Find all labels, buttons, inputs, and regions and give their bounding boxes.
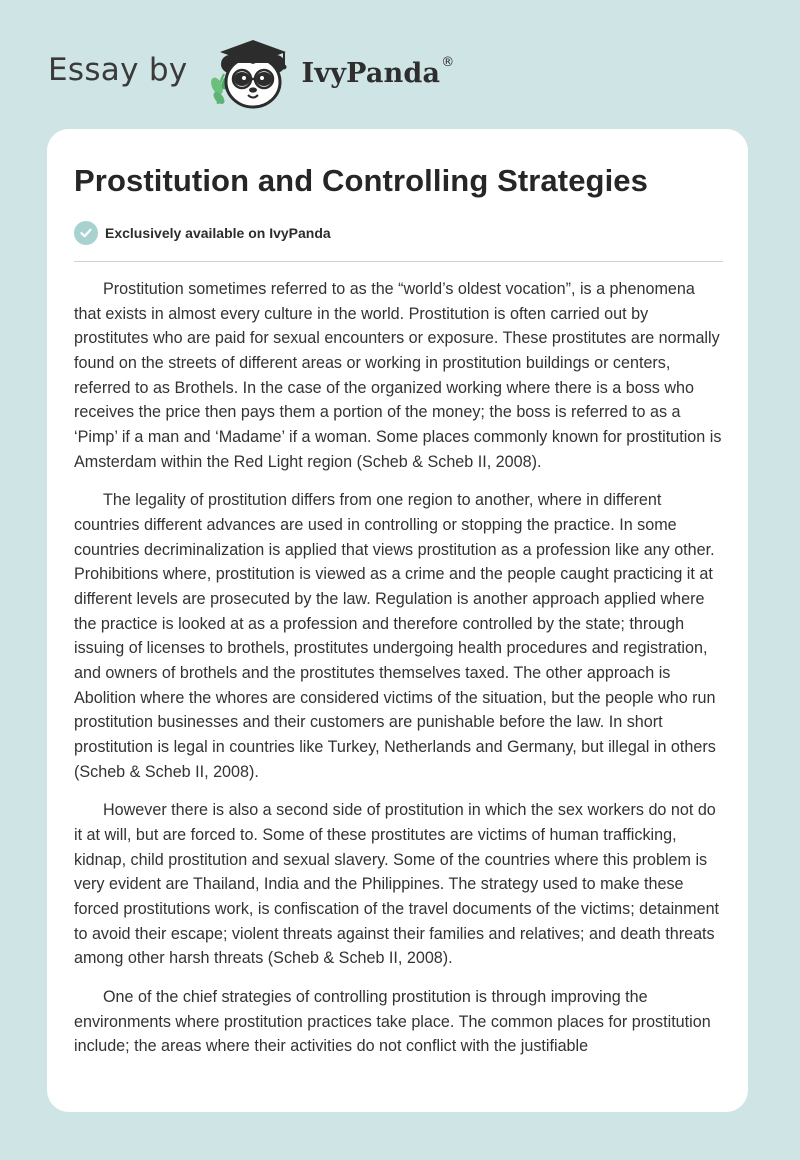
site-header-logo[interactable] [48, 34, 454, 110]
essay-body [74, 277, 726, 1077]
paragraph: The legality of prostitution differs from one region to another, where in different countries different advances are used in controlling or stopping the practice. In some countries decriminalization is applied that views prostitution as a profession like any other. Prohibitions where, prostitution is viewed as a crime and the people caught practicing it at different levels are prosecuted by the law. Regulation is another approach applied where the practice is looked at as a profession and therefore controlled by the state; through issuing of licenses to brothels, prostitutes undergoing health procedures and registration, and owners of brothels and the prostitutes themselves taxed. The other approach is Abolition where the whores are considered victims of the situation, but the people who run prostitution businesses and their customers are punishable before the law. In short prostitution is legal in countries like Turkey, Netherlands and Germany, but illegal in others (Scheb & Scheb II, 2008). [74, 491, 716, 781]
paragraph: However there is also a second side of prostitution in which the sex workers do not do it at will, but are forced to. Some of these prostitutes are victims of human trafficking, kidnap, child prostitution and sexual slavery. Some of the countries where this problem is very evident are Thailand, India and the Philippines. The strategy used to make these forced prostitutions work, is confiscation of the travel documents of the victims; detainment to avoid their escape; violent threats against their families and relatives; and death threats among other harsh threats (Scheb & Scheb II, 2008). [74, 801, 720, 968]
panda-graduate-logo-icon [204, 34, 300, 110]
essay-by-label: Essay by [48, 52, 188, 88]
checkmark-icon [79, 226, 93, 240]
exclusive-badge [74, 221, 331, 245]
essay-card [47, 129, 748, 1112]
check-circle-icon [74, 221, 98, 245]
divider [74, 261, 723, 262]
registered-mark: ® [441, 54, 455, 70]
paragraph: One of the chief strategies of controlling prostitution is through improving the environments where prostitution practices take place. The common places for prostitution include; the areas where their activities do not conflict with the justifiable [74, 988, 711, 1056]
paragraph: Prostitution sometimes referred to as the “world’s oldest vocation”, is a phenomena that exists in almost every culture in the world. Prostitution is often carried out by prostitutes who are paid for sexual encounters or exposure. These prostitutes are normally found on the streets of different areas or working in prostitution buildings or centers, referred to as Brothels. In the case of the organized working where there is a boss who receives the price then pays them a portion of the money; the boss is referred to as a ‘Pimp’ if a man and ‘Madame’ if a woman. Some places commonly known for prostitution is Amsterdam within the Red Light region (Scheb & Scheb II, 2008). [74, 280, 722, 471]
brand-name: IvyPanda [301, 57, 441, 89]
page-title: Prostitution and Controlling Strategies [74, 163, 648, 198]
exclusive-label: Exclusively available on IvyPanda [105, 225, 331, 241]
